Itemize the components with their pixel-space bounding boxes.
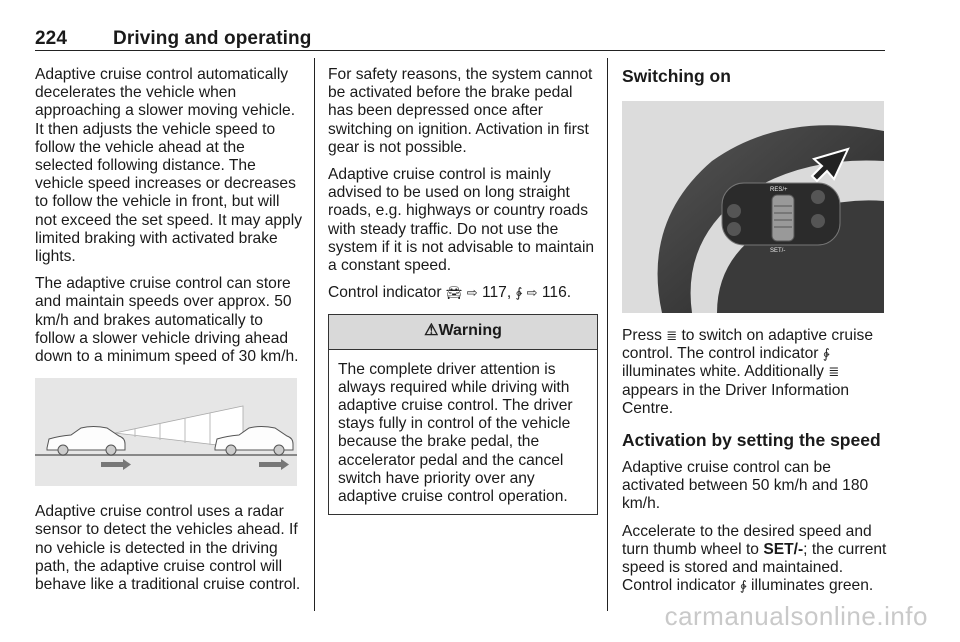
- heading-activation: Activation by setting the speed: [622, 430, 881, 451]
- paragraph-switch-on: Press ≣ to switch on adaptive cruise control. The control indicator ∲ illuminates white. Additionally ≣ appears in the Driver Information Centre.: [622, 327, 874, 417]
- set-minus-label: SET/-: [763, 540, 804, 558]
- column-1: [35, 66, 303, 603]
- page-number: 224: [35, 28, 68, 49]
- column-2: [328, 66, 598, 515]
- page-ref-icon: ⇨: [526, 285, 538, 301]
- paragraph-safety: For safety reasons, the system cannot be activated before the brake pedal has been depressed once after switching on ignition. Activation in first gear is not possible.: [328, 66, 593, 156]
- page-title: Driving and operating: [113, 28, 312, 49]
- control-indicator-line: Control indicator 🚘︎ ⇨ 117, ∲ ⇨ 116.: [328, 284, 572, 302]
- column-divider: [314, 58, 315, 611]
- page-ref-link[interactable]: 117,: [482, 284, 512, 302]
- radar-illustration: [35, 378, 297, 486]
- following-car-icon: [47, 427, 125, 456]
- motion-arrow-icon: [259, 459, 289, 470]
- motion-arrow-icon: [101, 459, 131, 470]
- page-header: [35, 28, 311, 50]
- adaptive-cruise-icon: ≣: [666, 328, 678, 343]
- paragraph-speeds: The adaptive cruise control can store and maintain speeds over approx. 50 km/h and brakes automatically to follow a slower vehicle driving ahead down to a minimum speed of 30 km/h.: [35, 275, 299, 366]
- res-label: RES/+: [770, 187, 788, 193]
- watermark: carmanualsonline.info: [664, 601, 928, 631]
- heading-switching-on: Switching on: [622, 66, 731, 86]
- paragraph-intro: Adaptive cruise control automatically decelerates the vehicle when approaching a slower moving vehicle. It then adjusts the vehicle speed to follow the vehicle ahead at the selected following distance. The vehicle speed increases or decreases to follow the vehicle in front, but will not exceed the set speed. It may apply limited braking with activated brake lights.: [35, 66, 302, 266]
- warning-text: The complete driver attention is always required while driving with adaptive cruise control. The driver stays fully in control of the vehicle because the brake pedal, the accelerator pedal and the cancel switch have priority over any adaptive cruise control operation.: [338, 360, 573, 506]
- page-ref-icon: ⇨: [466, 285, 478, 301]
- column-divider: [607, 58, 608, 611]
- warning-triangle-icon: ⚠: [424, 322, 439, 340]
- cruise-indicator-icon: ∲: [739, 578, 747, 594]
- car-icon: 🚘︎: [445, 285, 463, 301]
- paragraph-activation-range: Adaptive cruise control can be activated between 50 km/h and 180 km/h.: [622, 459, 869, 513]
- cruise-indicator-icon: ∲: [515, 285, 523, 301]
- paragraph-accelerate: Accelerate to the desired speed and turn thumb wheel to SET/-; the current speed is stored and maintained. Control indicator ∲ illuminates green.: [622, 522, 887, 595]
- page-ref-link[interactable]: 116.: [541, 284, 572, 302]
- adaptive-cruise-icon: ≣: [828, 364, 840, 380]
- column-3: [622, 66, 888, 604]
- warning-header: ⚠Warning: [329, 315, 597, 349]
- paragraph-radar: Adaptive cruise control uses a radar sensor to detect the vehicles ahead. If no vehicle is detected in the driving path, the adaptive cruise control will behave like a traditional cruise control.: [35, 503, 301, 594]
- warning-box: [328, 314, 598, 515]
- set-label: SET/-: [770, 248, 786, 254]
- paragraph-usage: Adaptive cruise control is mainly advised to be used on long straight roads, e.g. highways or country roads with steady traffic. Do not use the system if it is not advisable to maintain a constant speed.: [328, 166, 595, 275]
- cruise-indicator-icon: ∲: [822, 346, 830, 362]
- steering-wheel-illustration: [622, 101, 884, 313]
- header-rule: [35, 50, 885, 51]
